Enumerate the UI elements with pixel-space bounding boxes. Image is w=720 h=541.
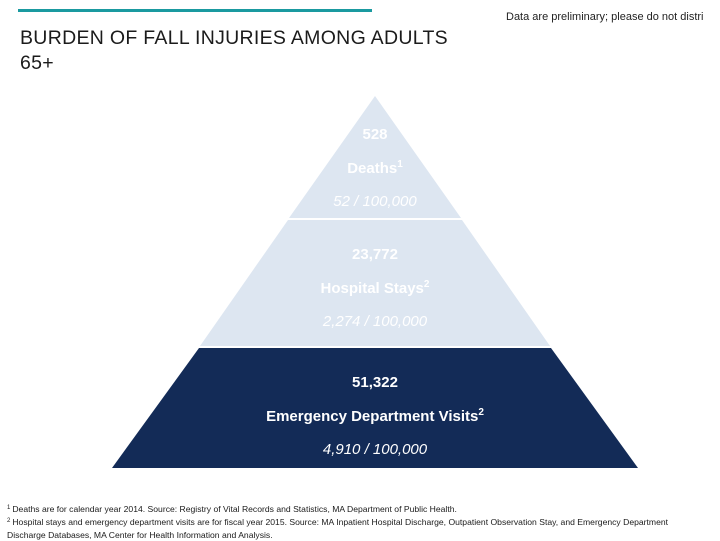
tier-deaths-count: 528 — [362, 126, 388, 143]
tier-ed-label: Emergency Department Visits$^2$ — [266, 407, 484, 425]
footnote-1: $^1$ Deaths are for calendar year 2014. Source: Registry of Vital Records and Statistics, MA Department of Public Health. — [7, 504, 457, 514]
tier-hospital-count: 23,772 — [352, 246, 398, 263]
tier-ed-text — [0, 374, 720, 458]
tier-deaths-label: Deaths$^1$ — [347, 159, 403, 177]
preliminary-notice: Data are preliminary; please do not distri — [506, 11, 704, 23]
page-title: BURDEN OF FALL INJURIES AMONG ADULTS 65+ — [20, 27, 448, 74]
tier-hospital-text — [0, 246, 720, 330]
footnotes — [7, 502, 707, 541]
tier-deaths-rate: 52 / 100,000 — [333, 193, 417, 210]
tier-hospital-label: Hospital Stays$^2$ — [320, 279, 430, 297]
tier-deaths-text — [0, 126, 720, 210]
footnote-2: $^2$ Hospital stays and emergency department visits are for fiscal year 2015. Source: MA Inpatient Hospital Discharge, Outpatient Observation Stay, and Emergency Department Discharge Databases, MA Center for Health Information and Analysis. — [7, 517, 669, 540]
tier-ed-count: 51,322 — [352, 374, 398, 391]
tier-hospital-rate: 2,274 / 100,000 — [322, 313, 428, 330]
tier-ed-rate: 4,910 / 100,000 — [322, 441, 428, 458]
